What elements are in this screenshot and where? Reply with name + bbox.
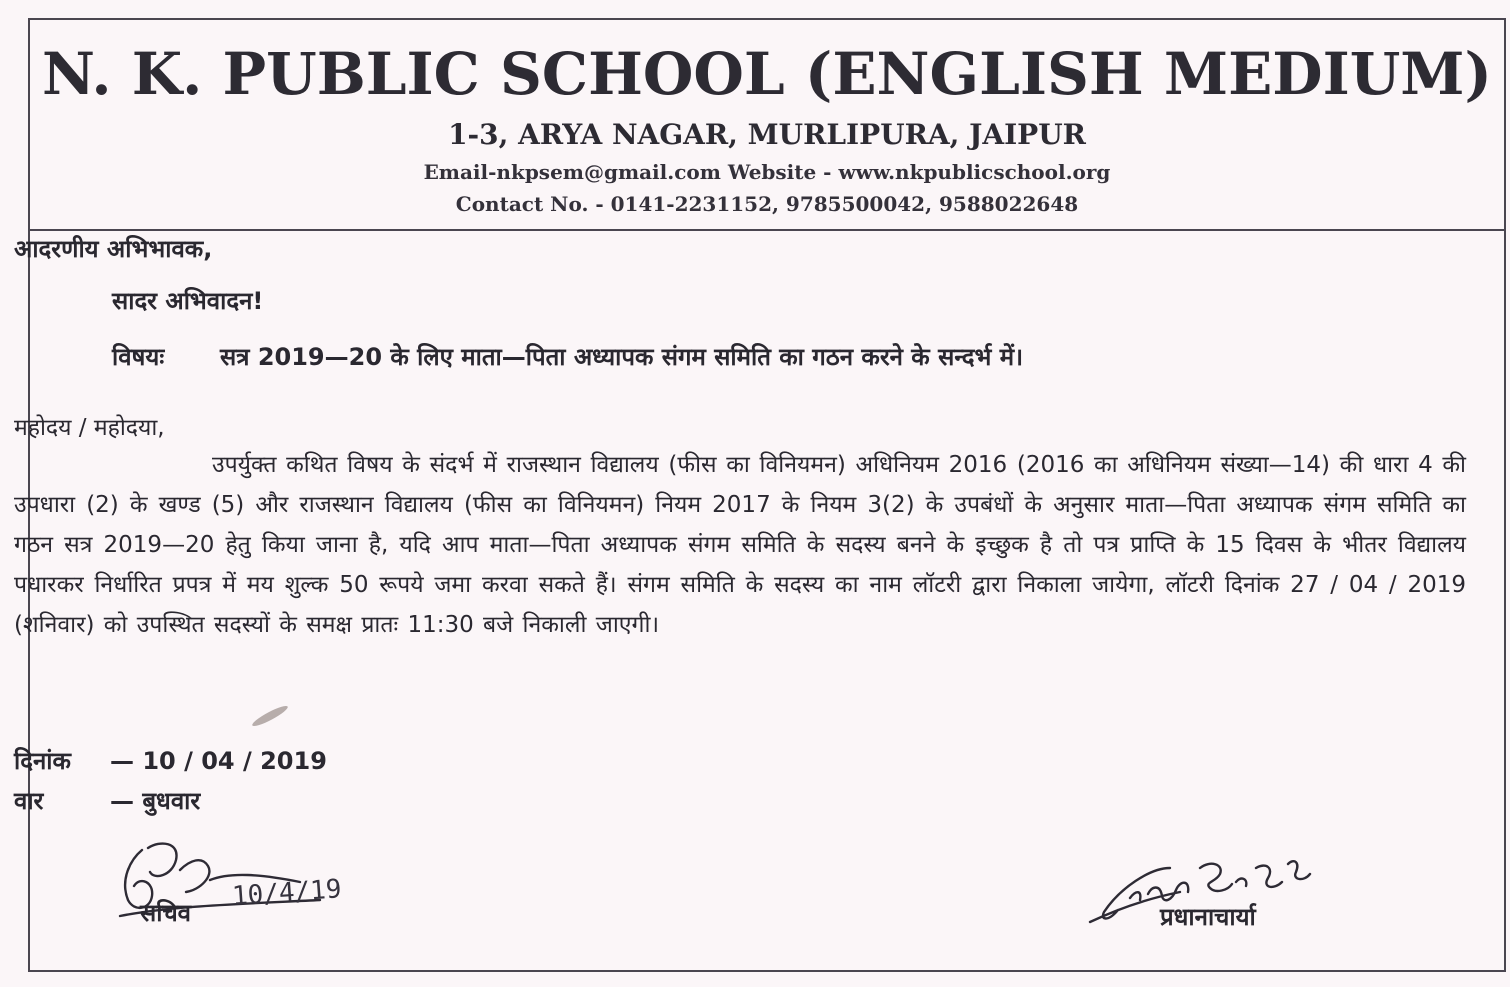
subject-label: विषयः [112, 343, 165, 371]
letterhead [30, 20, 1504, 231]
greeting: सादर अभिवादन! [112, 287, 264, 315]
secretary-title: सचिव [140, 899, 192, 927]
day-value: — बुधवार [110, 787, 201, 815]
day-row [14, 784, 200, 817]
date-row [14, 744, 327, 777]
principal-title: प्रधानाचार्या [1160, 903, 1256, 931]
subject-line [112, 340, 1023, 373]
salutation: आदरणीय अभिभावक, [14, 235, 213, 263]
addressee-line: महोदय / महोदया, [14, 415, 165, 441]
date-value: — 10 / 04 / 2019 [110, 747, 327, 775]
secretary-handwritten-date: 10/4/19 [231, 874, 343, 912]
day-label: वार [14, 787, 44, 815]
school-address: 1-3, ARYA NAGAR, MURLIPURA, JAIPUR [448, 118, 1086, 151]
email-website-line: Email-nkpsem@gmail.com Website - www.nkpublicschool.org [423, 160, 1111, 184]
school-name: N. K. PUBLIC SCHOOL (ENGLISH MEDIUM) [42, 40, 1492, 108]
letter-body: उपर्युक्त कथित विषय के संदर्भ में राजस्थान विद्यालय (फीस का विनियमन) अधिनियम 2016 (2016 का अधिनियम संख्या—14) की धारा 4 की उपधारा (2) के खण्ड (5) और राजस्थान विद्यालय (फीस का विनियमन) नियम 2017 के नियम 3(2) के उपबंधों के अनुसार माता—पिता अध्यापक संगम समिति का गठन सत्र 2019—20 हेतु किया जाना है, यदि आप माता—पिता अध्यापक संगम समिति के सदस्य बनने के इच्छुक है तो पत्र प्राप्ति के 15 दिवस के भीतर विद्यालय पधारकर निर्धारित प्रपत्र में मय शुल्क 50 रूपये जमा करवा सकते हैं। संगम समिति के सदस्य का नाम लॉटरी द्वारा निकाला जायेगा, लॉटरी दिनांक 27 / 04 / 2019 (शनिवार) को उपस्थित सदस्यों के समक्ष प्रातः 11:30 बजे निकाली जाएगी। [14, 452, 1466, 638]
date-label: दिनांक [14, 747, 71, 775]
contact-line: Contact No. - 0141-2231152, 9785500042, 9588022648 [455, 192, 1079, 216]
subject-text: सत्र 2019—20 के लिए माता—पिता अध्यापक संगम समिति का गठन करने के सन्दर्भ में। [220, 343, 1024, 371]
